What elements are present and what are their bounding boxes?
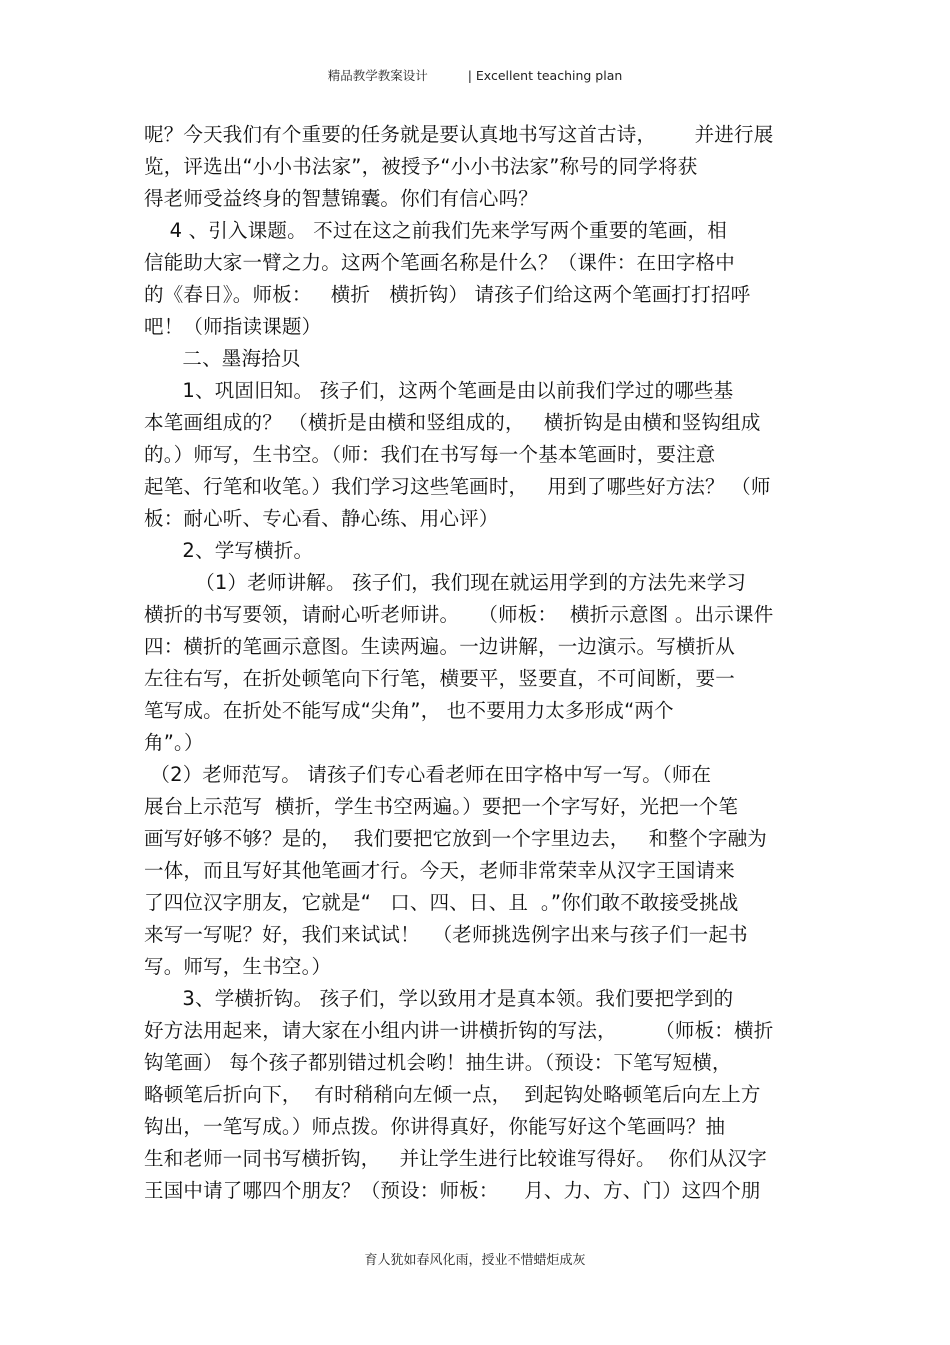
text-line: 呢？今天我们有个重要的任务就是要认真地书写这首古诗， 并进行展 xyxy=(144,123,774,146)
text-line: 二、墨海拾贝 xyxy=(144,347,301,370)
text-line: 写。师写，生书空。） xyxy=(144,955,332,978)
text-line: 起笔、行笔和收笔。）我们学习这些笔画时， 用到了哪些好方法？ （师 xyxy=(144,475,771,498)
text-line: 本笔画组成的？ （横折是由横和竖组成的， 横折钩是由横和竖钩组成 xyxy=(144,411,761,434)
text-line: 钩笔画） 每个孩子都别错过机会哟！抽生讲。（预设：下笔写短横， xyxy=(144,1051,732,1074)
page-footer: 育人犹如春风化雨，授业不惜蜡炬成灰 xyxy=(364,1253,586,1268)
text-line: 角”。） xyxy=(144,731,204,754)
text-line: 略顿笔后折向下， 有时稍稍向左倾一点， 到起钩处略顿笔后向左上方 xyxy=(144,1083,761,1106)
text-line: 吧！（师指读课题） xyxy=(144,315,322,338)
text-line: 2、学写横折。 xyxy=(144,539,314,562)
text-line: 画写好够不够？是的， 我们要把它放到一个字里边去， 和整个字融为 xyxy=(144,827,767,850)
text-line: 笔写成。在折处不能写成“尖角”， 也不要用力太多形成“两个 xyxy=(144,699,674,722)
text-line: 3、学横折钩。 孩子们，学以致用才是真本领。我们要把学到的 xyxy=(144,987,734,1010)
text-line: 一体，而且写好其他笔画才行。今天，老师非常荣幸从汉字王国请来 xyxy=(144,859,736,882)
text-line: 来写一写呢？好，我们来试试！ （老师挑选例字出来与孩子们一起书 xyxy=(144,923,748,946)
text-line: 了四位汉字朋友，它就是“ 口、四、日、且 。”你们敢不敢接受挑战 xyxy=(144,891,739,914)
text-line: （1）老师讲解。 孩子们，我们现在就运用学到的方法先来学习 xyxy=(144,571,747,594)
text-line: （2）老师范写。 请孩子们专心看老师在田字格中写一写。（师在 xyxy=(144,763,712,786)
text-line: 信能助大家一臂之力。这两个笔画名称是什么？（课件：在田字格中 xyxy=(144,251,736,274)
text-line: 四：横折的笔画示意图。生读两遍。一边讲解，一边演示。写横折从 xyxy=(144,635,736,658)
header-subtitle: | Excellent teaching plan xyxy=(467,68,623,83)
text-line: 板：耐心听、专心看、静心练、用心评） xyxy=(144,507,499,530)
text-line: 横折的书写要领，请耐心听老师讲。 （师板： 横折示意图 。出示课件 xyxy=(144,603,774,626)
text-line: 得老师受益终身的智慧锦囊。你们有信心吗？ xyxy=(144,187,539,210)
text-line: 展台上示范写 横折，学生书空两遍。）要把一个字写好，光把一个笔 xyxy=(144,795,739,818)
text-line: 的《春日》。师板： 横折 横折钩） 请孩子们给这两个笔画打打招呼 xyxy=(144,283,751,306)
text-line: 的。）师写，生书空。（师：我们在书写每一个基本笔画时，要注意 xyxy=(144,443,716,466)
text-line: 好方法用起来，请大家在小组内讲一讲横折钩的写法， （师板：横折 xyxy=(144,1019,774,1042)
document-body xyxy=(144,119,814,1207)
text-line: 生和老师一同书写横折钩， 并让学生进行比较谁写得好。 你们从汉字 xyxy=(144,1147,767,1170)
page-header xyxy=(0,66,950,84)
header-title: 精品教学教案设计 xyxy=(327,68,428,83)
text-line: 左往右写，在折处顿笔向下行笔，横要平，竖要直，不可间断，要一 xyxy=(144,667,736,690)
text-line: 览，评选出“小小书法家”，被授予“小小书法家”称号的同学将获 xyxy=(144,155,698,178)
text-line: 王国中请了哪四个朋友？（预设：师板： 月、力、方、门）这四个朋 xyxy=(144,1179,761,1202)
text-line: 钩出，一笔写成。）师点拨。你讲得真好，你能写好这个笔画吗？抽 xyxy=(144,1115,726,1138)
text-line: 1、巩固旧知。 孩子们，这两个笔画是由以前我们学过的哪些基 xyxy=(144,379,734,402)
text-line: 4 、引入课题。 不过在这之前我们先来学写两个重要的笔画，相 xyxy=(144,219,727,242)
